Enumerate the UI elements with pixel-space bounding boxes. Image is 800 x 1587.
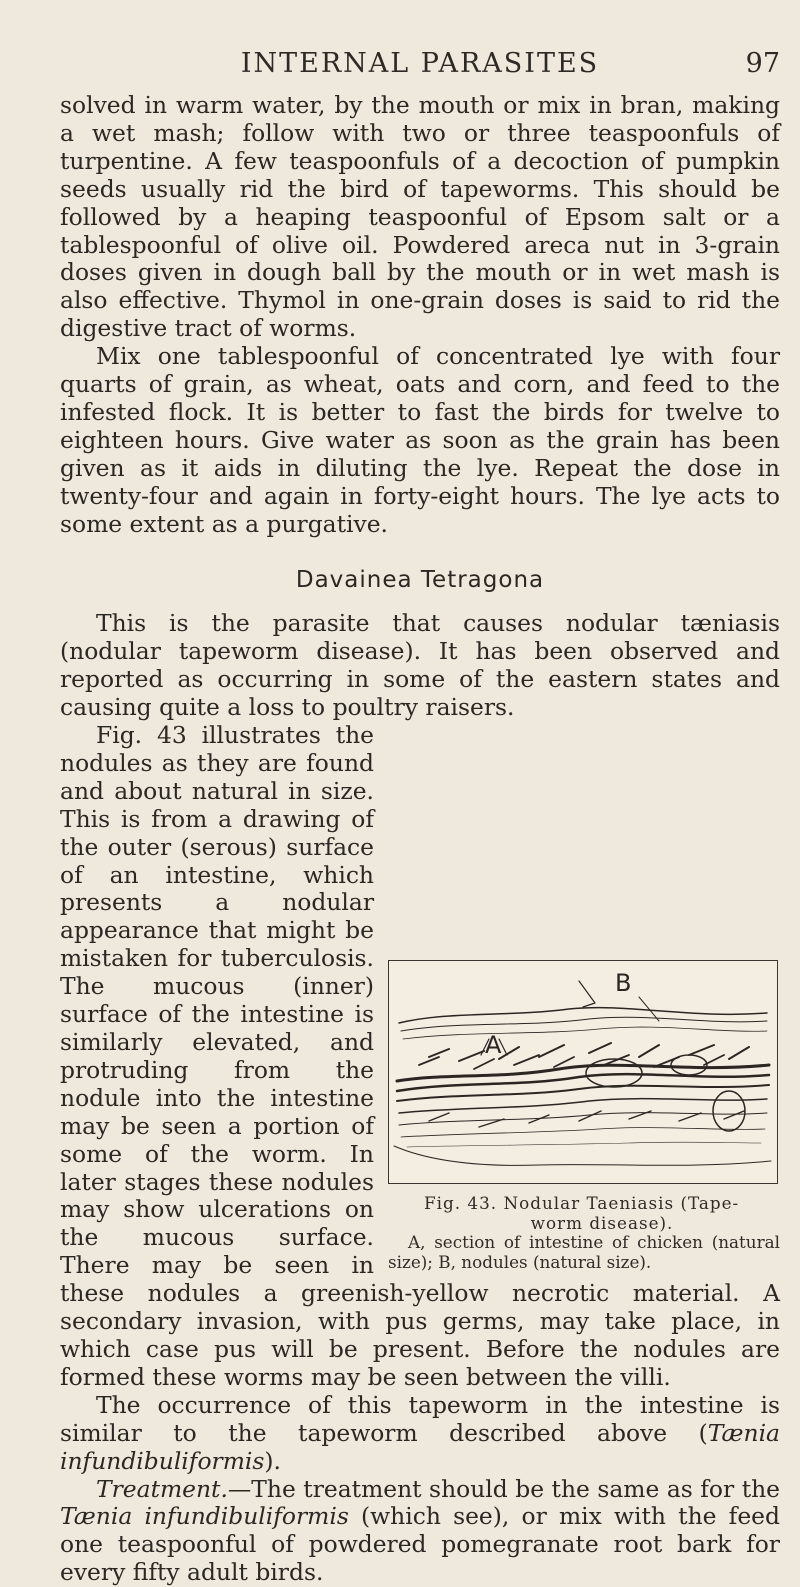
paragraph-figure-text: Fig. 43 illustrates the nodules as they are found and about natural in size. This is from a drawing of the outer (serous) surface of an intestine, which presents a nodular appearance that might be mistaken for tuberculosis. The mucous (inner) surface of the intestine is similarly elevated, and protruding from the nodule into the intestine may be seen a portion of some of the worm. In later stages these nodules may show ulcerations on the mucous surface. There may be seen in these nodules a greenish-yellow necrotic material. A secondary invasion, with pus germs, may take place, in which case pus will be present. Before the nodules are formed these worms may be seen between the villi. — [60, 721, 780, 1391]
body-text — [60, 92, 780, 1587]
section-heading: Davainea Tetragona — [60, 567, 780, 595]
paragraph-lye: Mix one tablespoonful of concentrated lye with four quarts of grain, as wheat, oats and corn, and feed to the infested flock. It is better to fast the birds for twelve to eighteen hours. Give water as soon as the grain has been given as it aids in diluting the lye. Repeat the dose in twenty-four and again in forty-eight hours. The lye acts to some extent as a purgative. — [60, 343, 780, 538]
paragraph-figure-description — [60, 722, 780, 1392]
page-number: 97 — [746, 48, 780, 79]
occurrence-species-name: Tænia infundibuliformis — [60, 1419, 780, 1475]
treatment-text-end: (which see), or mix with the feed one teaspoonful of powdered pomegranate root bark for every fifty adult birds. — [60, 1502, 780, 1586]
paragraph-occurrence — [60, 1392, 780, 1476]
occurrence-text-start: The occurrence of this tapeworm in the intestine is similar to the tapeworm described above ( — [60, 1391, 780, 1447]
paragraph-intro: This is the parasite that causes nodular tæniasis (nodular tapeworm disease). It has been observed and reported as occurring in some of the eastern states and causing quite a loss to poultry raisers. — [60, 610, 780, 722]
caption-body: A, section of intestine of chicken (natural size); B, nodules (natural size). — [388, 1233, 780, 1272]
figure-illustration — [388, 960, 778, 1184]
occurrence-text-end: ). — [264, 1447, 281, 1475]
intestine-drawing — [389, 961, 777, 1183]
paragraph-dosage: solved in warm water, by the mouth or mix in bran, making a wet mash; follow with two or three teaspoonfuls of turpentine. A few teaspoonfuls of a decoction of pumpkin seeds usually rid the bird of tapeworms. This should be followed by a heaping teaspoonful of Epsom salt or a tablespoonful of olive oil. Powdered areca nut in 3-grain doses given in dough ball by the mouth or in wet mash is also effective. Thymol in one-grain doses is said to rid the digestive tract of worms. — [60, 92, 780, 343]
treatment-species-name: Tænia infundibuliformis — [60, 1502, 349, 1530]
figure-wrap-block — [60, 722, 780, 1392]
figure-label-a: A — [485, 1031, 502, 1059]
treatment-text-start: —The treatment should be the same as for the — [228, 1475, 780, 1503]
figure-label-b: B — [615, 969, 631, 997]
caption-heading: Fig. 43. Nodular Taeniasis (Tape- — [388, 1194, 780, 1214]
running-title: INTERNAL PARASITES — [60, 48, 780, 79]
paragraph-treatment — [60, 1476, 780, 1587]
figure-caption — [388, 1194, 780, 1272]
treatment-label: Treatment. — [96, 1475, 228, 1503]
running-header — [60, 48, 780, 92]
caption-heading-continued: worm disease). — [388, 1214, 780, 1234]
figure-43 — [388, 960, 780, 1272]
book-page — [60, 48, 780, 1338]
